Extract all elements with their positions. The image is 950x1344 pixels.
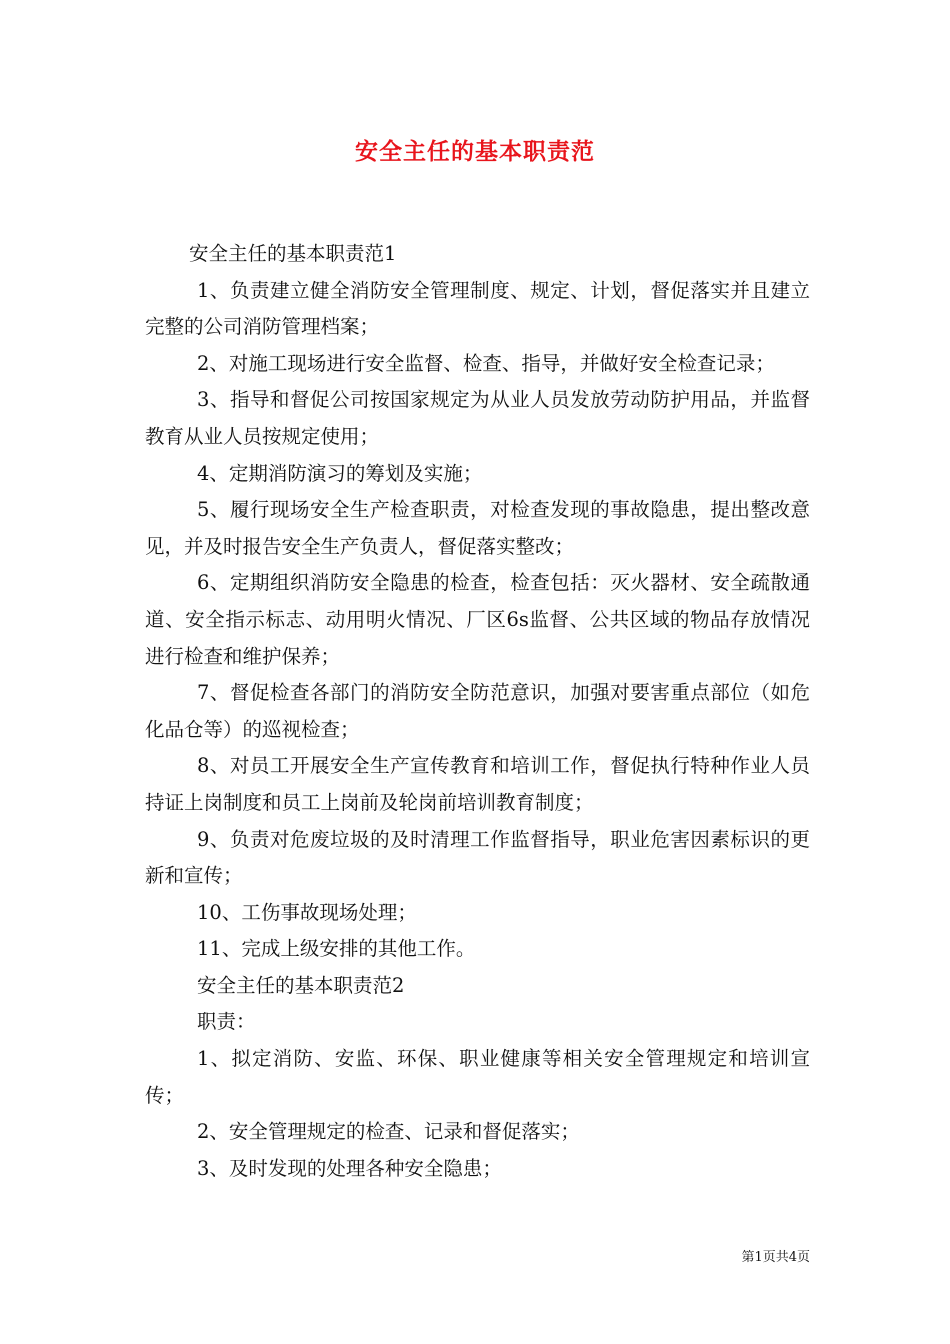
duty-item: 7、督促检查各部门的消防安全防范意识，加强对要害重点部位（如危化品仓等）的巡视检查； (145, 681, 810, 741)
document-body (145, 236, 810, 1187)
section-heading: 安全主任的基本职责范1 (189, 242, 397, 265)
duty-item: 3、及时发现的处理各种安全隐患； (197, 1156, 502, 1180)
duty-item: 10、工伤事故现场处理； (197, 900, 417, 924)
duty-item: 11、完成上级安排的其他工作。 (197, 937, 476, 961)
duty-item: 3、指导和督促公司按国家规定为从业人员发放劳动防护用品，并监督教育从业人员按规定使用； (145, 388, 810, 448)
duty-item: 5、履行现场安全生产检查职责，对检查发现的事故隐患，提出整改意见，并及时报告安全生产负责人，督促落实整改； (145, 498, 810, 558)
duty-item: 2、对施工现场进行安全监督、检查、指导，并做好安全检查记录； (197, 351, 775, 375)
duty-item: 6、定期组织消防安全隐患的检查，检查包括：灭火器材、安全疏散通道、安全指示标志、动用明火情况、厂区6s监督、公共区域的物品存放情况进行检查和维护保养； (145, 571, 810, 668)
duty-item: 8、对员工开展安全生产宣传教育和培训工作，督促执行特种作业人员持证上岗制度和员工上岗前及轮岗前培训教育制度； (145, 754, 810, 814)
duty-item: 1、拟定消防、安监、环保、职业健康等相关安全管理规定和培训宣传； (145, 1047, 810, 1107)
section-heading: 安全主任的基本职责范2 (197, 973, 405, 997)
page-number: 第1页共4页 (741, 1250, 810, 1265)
duty-item: 2、安全管理规定的检查、记录和督促落实； (197, 1120, 580, 1144)
page-title: 安全主任的基本职责范 (355, 138, 595, 165)
subsection-label: 职责： (197, 1010, 256, 1034)
duty-item: 1、负责建立健全消防安全管理制度、规定、计划，督促落实并且建立完整的公司消防管理档案； (145, 278, 810, 339)
duty-item: 9、负责对危废垃圾的及时清理工作监督指导，职业危害因素标识的更新和宣传； (145, 827, 810, 888)
duty-item: 4、定期消防演习的筹划及实施； (197, 461, 483, 485)
